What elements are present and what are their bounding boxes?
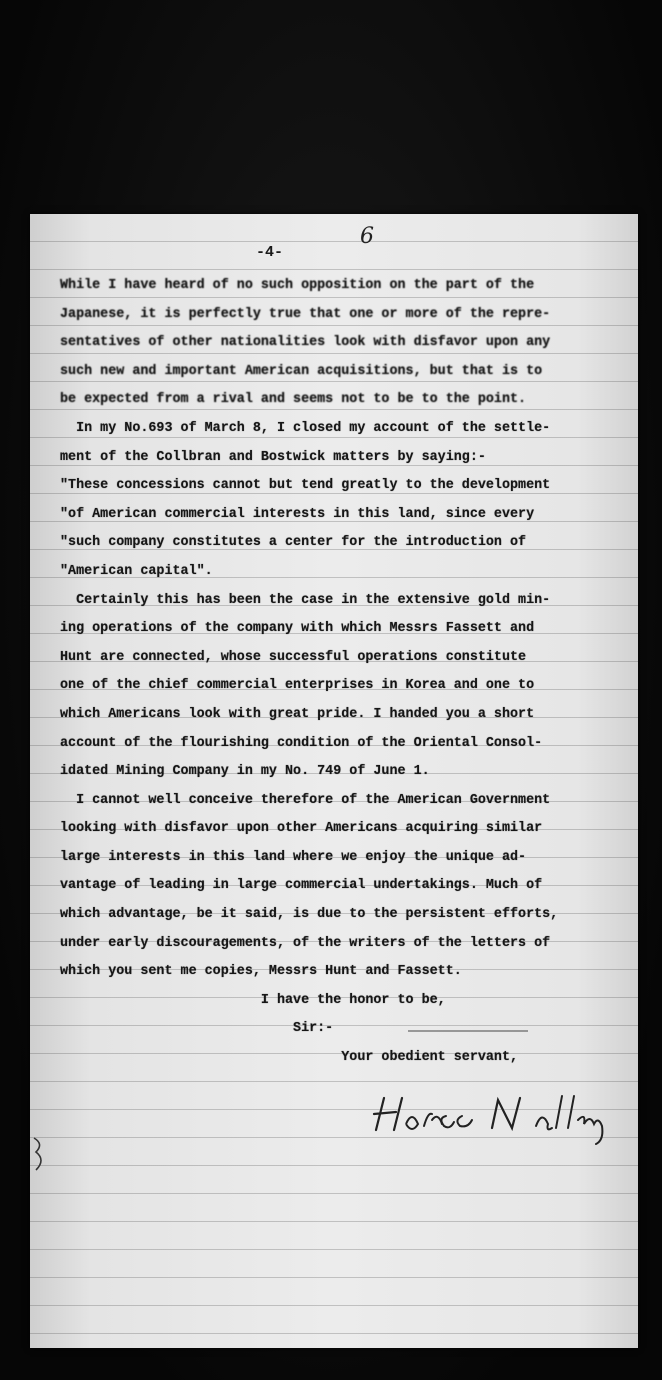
text-line: "of American commercial interests in this land, since every [60,506,535,522]
folio-mark: 6 [360,224,374,249]
salutation-line: Sir:- [60,1021,334,1037]
page-number: -4- [256,244,284,261]
text-line: ing operations of the company with which Messrs Fassett and [60,621,535,637]
text-line: I cannot well conceive therefore of the American Government [60,792,551,808]
text-line: such new and important American acquisitions, but that is to [60,363,543,379]
text-line: be expected from a rival and seems not to be to the point. [60,392,527,408]
text-line: Certainly this has been the case in the extensive gold min- [60,592,551,608]
text-line: "such company constitutes a center for the introduction of [60,535,527,551]
text-line: which you sent me copies, Messrs Hunt and Fassett. [60,964,462,980]
text-line: under early discouragements, of the writers of the letters of [60,935,551,951]
text-line: which Americans look with great pride. I handed you a short [60,706,535,722]
text-line: While I have heard of no such opposition on the part of the [60,278,535,293]
text-line: large interests in this land where we enjoy the unique ad- [60,849,527,865]
closing-line: I have the honor to be, [60,992,446,1008]
letter-page [30,214,638,1348]
text-line: one of the chief commercial enterprises in Korea and one to [60,678,535,694]
letter-body [60,272,630,1073]
text-line: account of the flourishing condition of the Oriental Consol- [60,735,543,751]
rule-mark [408,1030,528,1032]
text-line: vantage of leading in large commercial undertakings. Much of [60,878,543,894]
text-line: idated Mining Company in my No. 749 of June 1. [60,764,430,780]
text-line: "American capital". [60,563,213,579]
text-line: looking with disfavor upon other Americans acquiring similar [60,821,543,837]
margin-pencil-mark [30,1134,54,1174]
text-line: Hunt are connected, whose successful operations constitute [60,649,527,665]
text-line: Japanese, it is perfectly true that one or more of the repre- [60,306,551,322]
text-line: sentatives of other nationalities look with disfavor upon any [60,335,551,351]
handwritten-signature [370,1086,630,1146]
text-line: "These concessions cannot but tend greatly to the development [60,478,551,494]
closing-servant-line: Your obedient servant, [60,1050,519,1066]
text-line: ment of the Collbran and Bostwick matters by saying:- [60,449,486,465]
text-line: which advantage, be it said, is due to the persistent efforts, [60,907,559,923]
text-line: In my No.693 of March 8, I closed my account of the settle- [60,420,551,436]
